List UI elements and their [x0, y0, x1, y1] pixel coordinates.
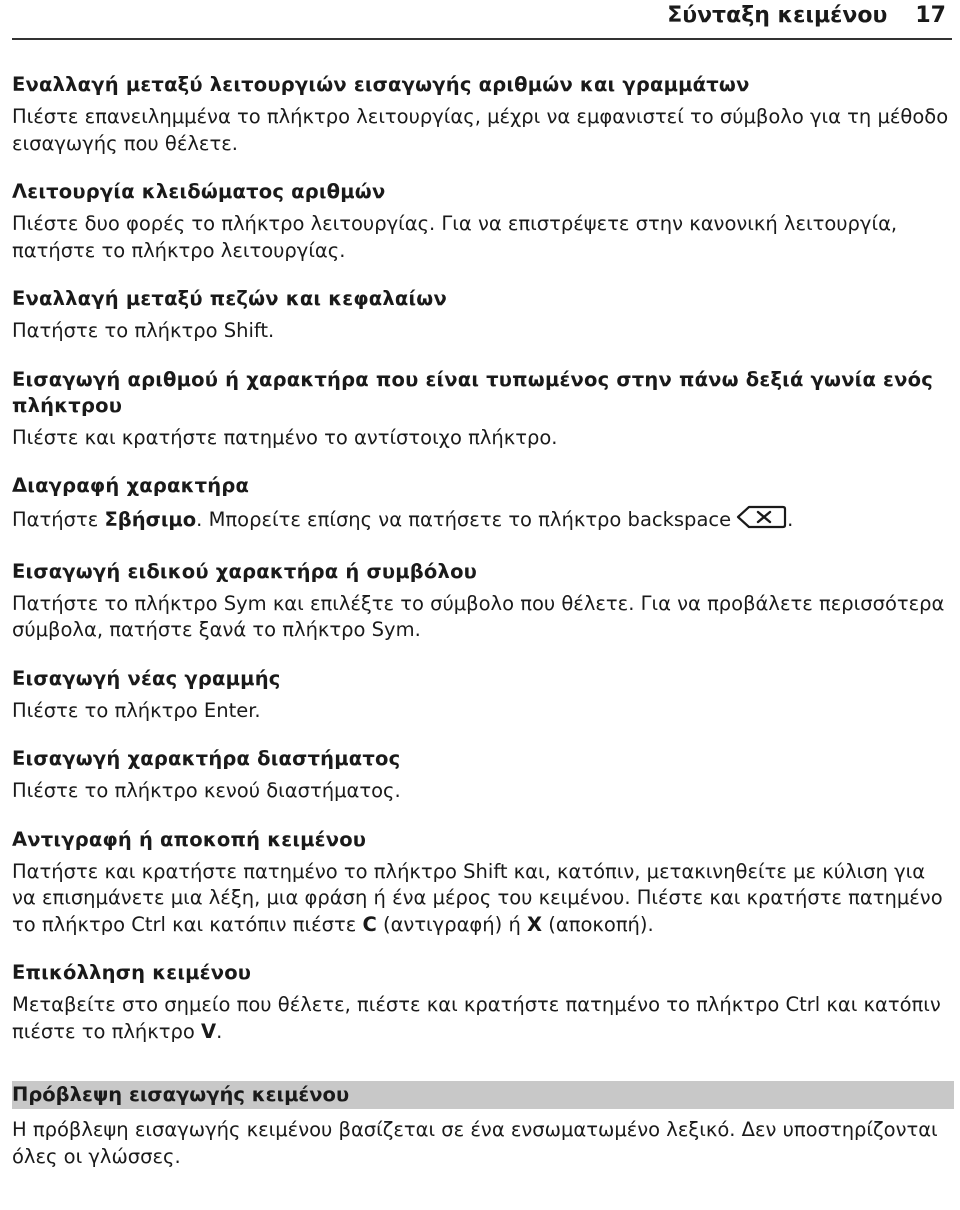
page-number: 17 — [915, 3, 946, 28]
section-delete-char — [12, 473, 952, 537]
section-new-line — [12, 666, 952, 725]
section-text — [12, 992, 952, 1045]
text-part: Πατήστε — [12, 508, 105, 531]
running-header — [667, 3, 946, 28]
section-number-lock — [12, 179, 952, 264]
section-heading: Εισαγωγή νέας γραμμής — [12, 666, 281, 690]
section-heading: Επικόλληση κειμένου — [12, 961, 252, 984]
section-text — [12, 505, 952, 537]
section-heading: Αντιγραφή ή αποκοπή κειμένου — [12, 827, 367, 851]
text-part: (αποκοπή). — [542, 912, 654, 936]
section-text — [12, 859, 952, 939]
subsection-title-bar: Πρόβλεψη εισαγωγής κειμένου — [12, 1081, 954, 1109]
key-v-label: V — [200, 1019, 217, 1043]
text-part: Πατήστε και κρατήστε πατημένο το πλήκτρο Shift και, κατόπιν, μετακινηθείτε με κύλιση για να επισημάνετε μια λέξη, μια φράση ή ένα μέρος του κειμένου. Πιέστε και κρατήστε πατημένο το πλήκτρο Ctrl και κατόπιν πιέστε — [12, 859, 943, 936]
section-text: Πιέστε το πλήκτρο κενού διαστήματος. — [12, 779, 401, 802]
section-heading: Εναλλαγή μεταξύ λειτουργιών εισαγωγής αριθμών και γραμμάτων — [12, 73, 750, 96]
section-heading: Λειτουργία κλειδώματος αριθμών — [12, 180, 386, 203]
page-content — [12, 72, 952, 1192]
section-case-switch — [12, 286, 952, 345]
chapter-title: Σύνταξη κειμένου — [667, 3, 888, 28]
section-switch-modes — [12, 72, 952, 157]
section-heading: Εισαγωγή ειδικού χαρακτήρα ή συμβόλου — [12, 559, 478, 583]
section-heading: Εισαγωγή αριθμού ή χαρακτήρα που είναι τυπωμένος στην πάνω δεξιά γωνία ενός πλήκτρου — [12, 367, 933, 417]
section-heading: Διαγραφή χαρακτήρα — [12, 474, 250, 497]
text-part: . — [787, 508, 794, 531]
section-text: Πιέστε επανειλημμένα το πλήκτρο λειτουργίας, μέχρι να εμφανιστεί το σύμβολο για τη μέθοδο εισαγωγής που θέλετε. — [12, 105, 949, 155]
section-upper-right-char — [12, 367, 952, 452]
section-heading: Εναλλαγή μεταξύ πεζών και κεφαλαίων — [12, 287, 447, 310]
section-copy-cut — [12, 827, 952, 939]
section-space-char — [12, 746, 952, 805]
text-part: . — [216, 1019, 223, 1043]
text-part: . Μπορείτε επίσης να πατήσετε το πλήκτρο backspace — [196, 508, 732, 531]
text-part: (αντιγραφή) ή — [376, 912, 528, 936]
section-special-char — [12, 559, 952, 644]
key-c-label: C — [362, 912, 377, 936]
header-rule — [12, 38, 952, 40]
section-text: Πιέστε και κρατήστε πατημένο το αντίστοιχο πλήκτρο. — [12, 425, 558, 449]
backspace-icon — [735, 505, 787, 537]
section-text: Πιέστε δυο φορές το πλήκτρο λειτουργίας. Για να επιστρέψετε στην κανονική λειτουργία, πατήστε το πλήκτρο λειτουργίας. — [12, 212, 898, 262]
subsection-text: Η πρόβλεψη εισαγωγής κειμένου βασίζεται σε ένα ενσωματωμένο λεξικό. Δεν υποστηρίζονται όλες οι γλώσσες. — [12, 1118, 938, 1168]
delete-key-label: Σβήσιμο — [104, 508, 197, 531]
section-paste — [12, 960, 952, 1045]
section-text: Πατήστε το πλήκτρο Shift. — [12, 319, 275, 342]
section-text: Πατήστε το πλήκτρο Sym και επιλέξτε το σύμβολο που θέλετε. Για να προβάλετε περισσότερα σύμβολα, πατήστε ξανά το πλήκτρο Sym. — [12, 591, 945, 641]
key-x-label: X — [527, 912, 543, 936]
section-heading: Εισαγωγή χαρακτήρα διαστήματος — [12, 747, 401, 770]
text-part: Μεταβείτε στο σημείο που θέλετε, πιέστε και κρατήστε πατημένο το πλήκτρο Ctrl και κατόπιν πιέστε το πλήκτρο — [12, 993, 941, 1043]
section-text: Πιέστε το πλήκτρο Enter. — [12, 698, 261, 722]
subsection-predictive-text — [12, 1081, 952, 1170]
